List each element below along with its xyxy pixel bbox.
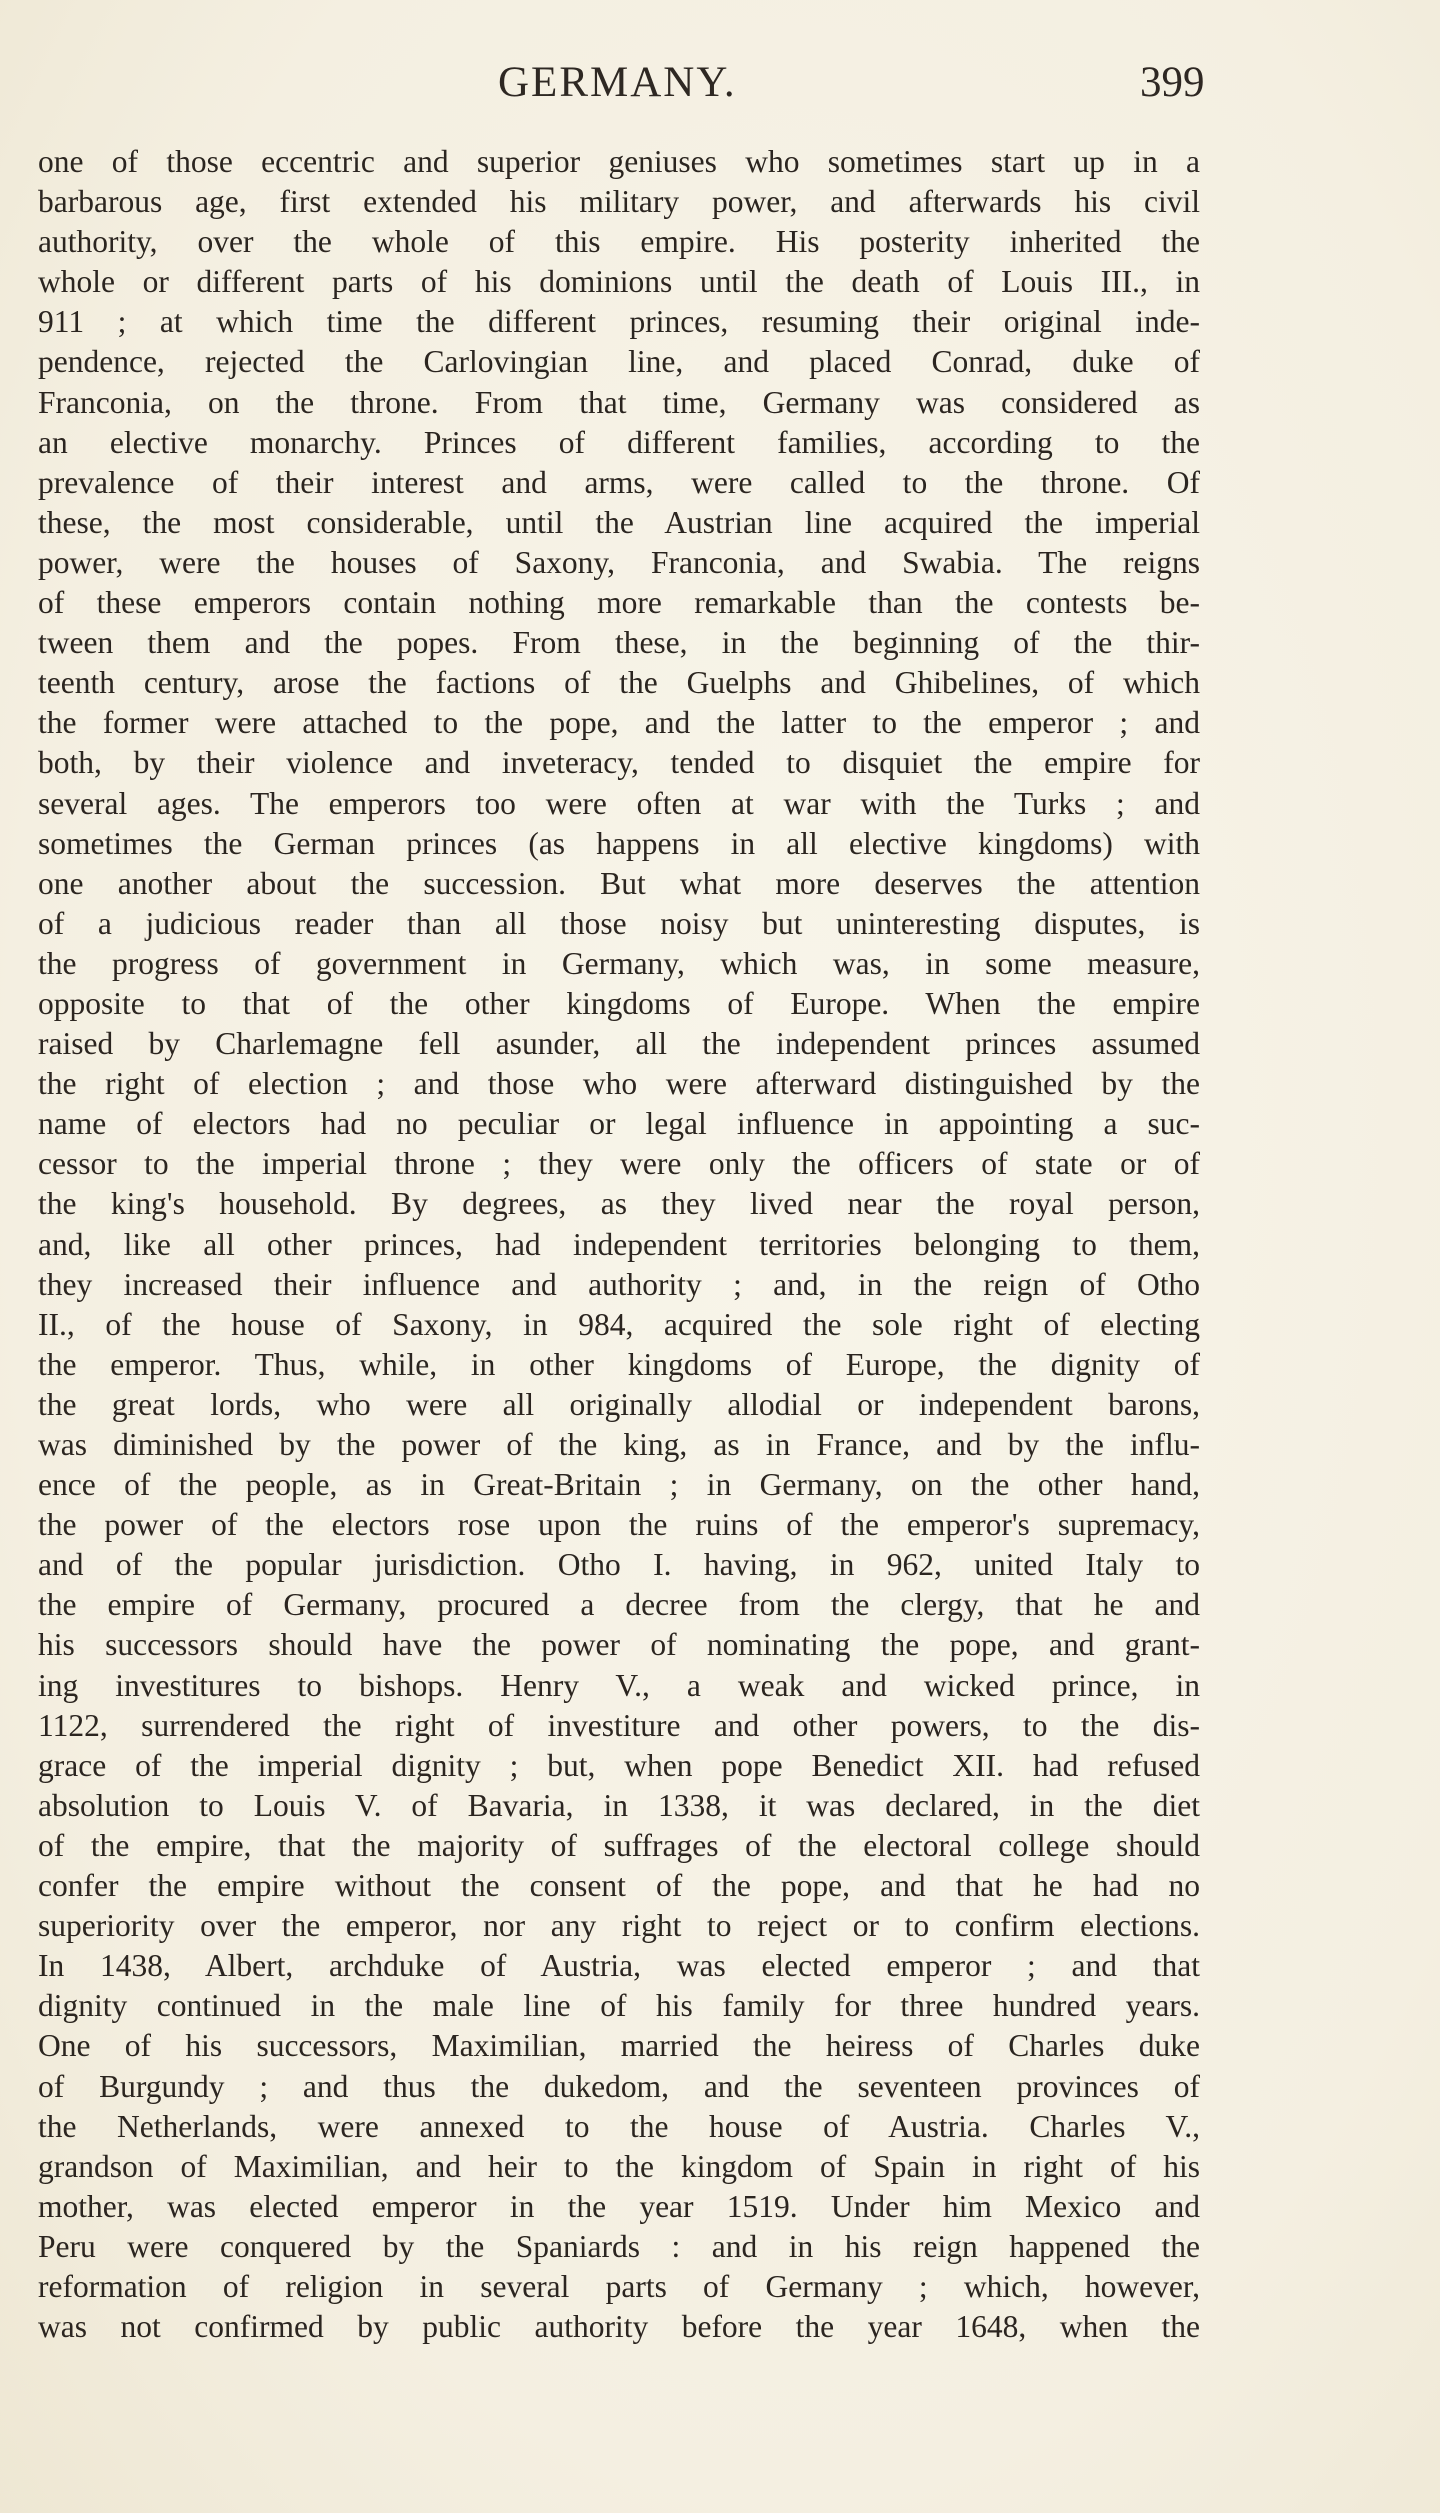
text-line: grace of the imperial dignity ; but, when pope Benedict XII. had refused <box>38 1747 1200 1783</box>
text-line: the former were attached to the pope, and the latter to the emperor ; and <box>38 705 1200 741</box>
text-line: the empire of Germany, procured a decree from the clergy, that he and <box>38 1587 1200 1623</box>
running-head <box>0 58 1440 118</box>
text-line: the power of the electors rose upon the ruins of the emperor's supremacy, <box>38 1507 1200 1543</box>
text-line: these, the most considerable, until the Austrian line acquired the imperial <box>38 504 1200 540</box>
text-line: confer the empire without the consent of the pope, and that he had no <box>38 1868 1200 1904</box>
text-line: Franconia, on the throne. From that time, Germany was considered as <box>38 384 1200 420</box>
text-line: several ages. The emperors too were often at war with the Turks ; and <box>38 785 1200 821</box>
text-line: Peru were conquered by the Spaniards : and in his reign happened the <box>38 2228 1200 2264</box>
text-line: ing investitures to bishops. Henry V., a weak and wicked prince, in <box>38 1667 1200 1703</box>
text-line: of Burgundy ; and thus the dukedom, and the seventeen provinces of <box>38 2068 1200 2104</box>
text-line: superiority over the emperor, nor any right to reject or to confirm elections. <box>38 1908 1200 1944</box>
text-line: the progress of government in Germany, which was, in some measure, <box>38 945 1200 981</box>
text-line: one of those eccentric and superior geniuses who sometimes start up in a <box>38 144 1200 179</box>
text-line: an elective monarchy. Princes of different families, according to the <box>38 424 1200 460</box>
text-line: dignity continued in the male line of his family for three hundred years. <box>38 1988 1200 2024</box>
text-line: cessor to the imperial throne ; they were only the officers of state or of <box>38 1146 1200 1182</box>
text-line: sometimes the German princes (as happens in all elective kingdoms) with <box>38 825 1200 861</box>
text-line: was not confirmed by public authority before the year 1648, when the <box>38 2309 1200 2345</box>
text-line: reformation of religion in several parts of Germany ; which, however, <box>38 2268 1200 2304</box>
text-line: authority, over the whole of this empire. His posterity inherited the <box>38 224 1200 260</box>
text-line: power, were the houses of Saxony, Franconia, and Swabia. The reigns <box>38 544 1200 580</box>
body-text <box>38 142 1200 2347</box>
text-line: II., of the house of Saxony, in 984, acquired the sole right of electing <box>38 1306 1200 1342</box>
text-line: In 1438, Albert, archduke of Austria, was elected emperor ; and that <box>38 1948 1200 1984</box>
text-line: the emperor. Thus, while, in other kingdoms of Europe, the dignity of <box>38 1346 1200 1382</box>
text-line: of a judicious reader than all those noisy but uninteresting disputes, is <box>38 905 1200 941</box>
text-line: name of electors had no peculiar or legal influence in appointing a suc- <box>38 1106 1200 1142</box>
text-line: raised by Charlemagne fell asunder, all the independent princes assumed <box>38 1026 1200 1062</box>
text-line: tween them and the popes. From these, in the beginning of the thir- <box>38 625 1200 661</box>
text-line: absolution to Louis V. of Bavaria, in 1338, it was declared, in the diet <box>38 1787 1200 1823</box>
text-line: was diminished by the power of the king, as in France, and by the influ- <box>38 1427 1200 1462</box>
text-line: 911 ; at which time the different princes, resuming their original inde- <box>38 304 1200 340</box>
page-title: GERMANY. <box>498 59 737 106</box>
text-line: they increased their influence and authority ; and, in the reign of Otho <box>38 1266 1200 1302</box>
text-line: 1122, surrendered the right of investiture and other powers, to the dis- <box>38 1707 1200 1743</box>
text-line: the right of election ; and those who were afterward distinguished by the <box>38 1066 1200 1102</box>
text-line: and, like all other princes, had independent territories belonging to them, <box>38 1226 1200 1262</box>
text-line: teenth century, arose the factions of the Guelphs and Ghibelines, of which <box>38 665 1200 701</box>
text-line: prevalence of their interest and arms, were called to the throne. Of <box>38 464 1200 500</box>
text-line: of the empire, that the majority of suffrages of the electoral college should <box>38 1827 1200 1863</box>
text-line: ence of the people, as in Great-Britain ; in Germany, on the other hand, <box>38 1467 1200 1503</box>
text-line: One of his successors, Maximilian, married the heiress of Charles duke <box>38 2028 1200 2064</box>
text-line: the Netherlands, were annexed to the house of Austria. Charles V., <box>38 2108 1200 2144</box>
text-line: mother, was elected emperor in the year 1519. Under him Mexico and <box>38 2188 1200 2224</box>
text-line: the great lords, who were all originally allodial or independent barons, <box>38 1386 1200 1422</box>
text-line: whole or different parts of his dominions until the death of Louis III., in <box>38 264 1200 300</box>
text-line: one another about the succession. But what more deserves the attention <box>38 865 1200 901</box>
text-line: grandson of Maximilian, and heir to the kingdom of Spain in right of his <box>38 2148 1200 2184</box>
text-line: both, by their violence and inveteracy, tended to disquiet the empire for <box>38 745 1200 781</box>
text-line: the king's household. By degrees, as they lived near the royal person, <box>38 1186 1200 1222</box>
text-line: of these emperors contain nothing more remarkable than the contests be- <box>38 585 1200 621</box>
text-line: barbarous age, first extended his military power, and afterwards his civil <box>38 184 1200 220</box>
page-number: 399 <box>1140 59 1205 106</box>
text-line: opposite to that of the other kingdoms of Europe. When the empire <box>38 985 1200 1021</box>
text-line: pendence, rejected the Carlovingian line, and placed Conrad, duke of <box>38 344 1200 380</box>
text-line: and of the popular jurisdiction. Otho I. having, in 962, united Italy to <box>38 1547 1200 1583</box>
text-line: his successors should have the power of nominating the pope, and grant- <box>38 1627 1200 1663</box>
